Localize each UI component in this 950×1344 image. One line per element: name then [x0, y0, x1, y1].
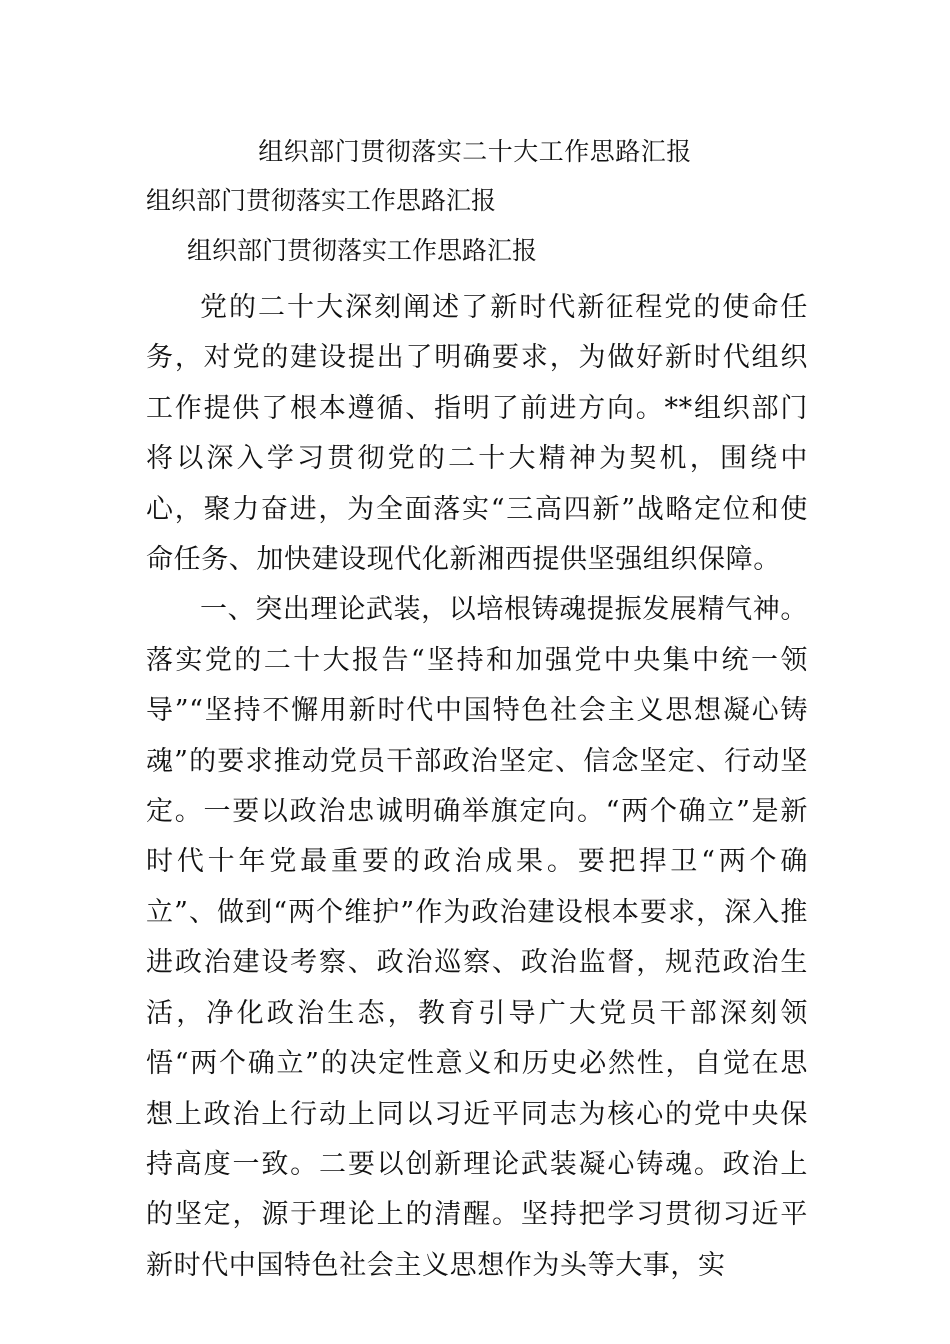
paragraph-intro: 党的二十大深刻阐述了新时代新征程党的使命任务，对党的建设提出了明确要求，为做好新时代组织工作提供了根本遵循、指明了前进方向。**组织部门将以深入学习贯彻党的二十大精神为契机，围绕中心，聚力奋进，为全面落实“三高四新”战略定位和使命任务、加快建设现代化新湘西提供坚强组织保障。: [146, 292, 808, 576]
document-subtitle-1: 组织部门贯彻落实工作思路汇报: [146, 186, 497, 215]
document-title: 组织部门贯彻落实二十大工作思路汇报: [258, 137, 692, 166]
paragraph-section-1: 一、突出理论武装，以培根铸魂提振发展精气神。落实党的二十大报告“坚持和加强党中央集中统一领导”“坚持不懈用新时代中国特色社会主义思想凝心铸魂”的要求推动党员干部政治坚定、信念坚定、行动坚定。一要以政治忠诚明确举旗定向。“两个确立”是新时代十年党最重要的政治成果。要把捍卫“两个确立”、做到“两个维护”作为政治建设根本要求，深入推进政治建设考察、政治巡察、政治监督，规范政治生活，净化政治生态，教育引导广大党员干部深刻领悟“两个确立”的决定性意义和历史必然性，自觉在思想上政治上行动上同以习近平同志为核心的党中央保持高度一致。二要以创新理论武装凝心铸魂。政治上的坚定，源于理论上的清醒。坚持把学习贯彻习近平新时代中国特色社会主义思想作为头等大事，实: [146, 594, 808, 1281]
document-subtitle-2: 组织部门贯彻落实工作思路汇报: [187, 236, 538, 265]
document-body: [146, 283, 808, 1291]
